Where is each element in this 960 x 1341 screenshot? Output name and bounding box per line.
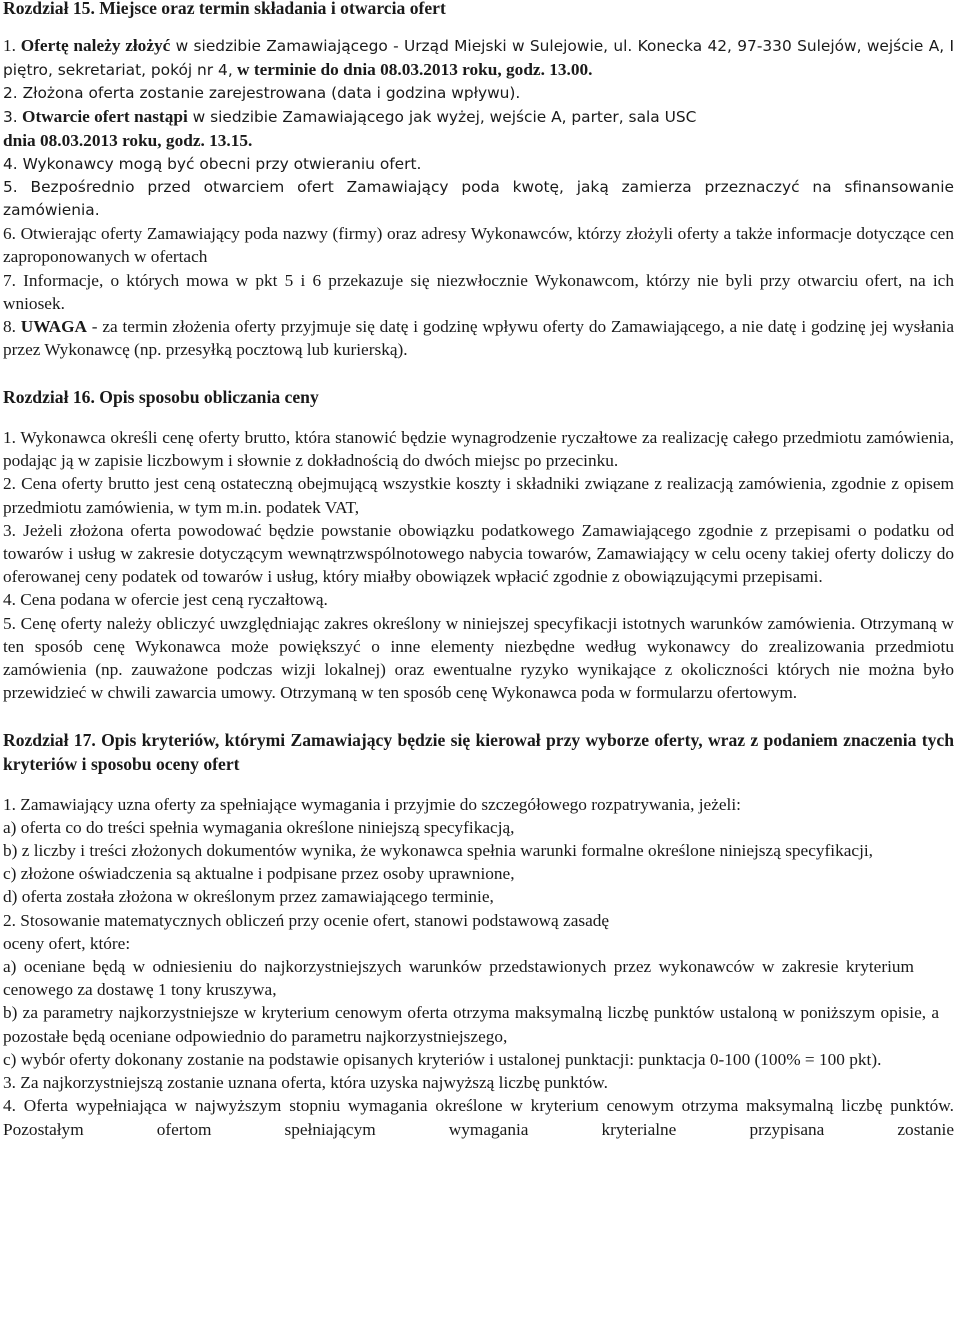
s17-item-1c: c) złożone oświadczenia są aktualne i podpisane przez osoby uprawnione, (3, 864, 515, 884)
section-16-heading: Rozdział 16. Opis sposobu obliczania ceny (3, 387, 319, 408)
s15-item-5 (3, 176, 954, 222)
s16-item-2: 2. Cena oferty brutto jest ceną ostateczną obejmującą wszystkie koszty i składniki związane z realizacją zamówienia, zgodnie z opisem przedmiotu zamówienia, w tym m.in. podatek VAT, (3, 474, 954, 517)
s17-item-1b: b) z liczby i treści złożonych dokumentów wynika, że wykonawca spełnia warunki formalne określone niniejszą specyfikacji, (3, 841, 874, 861)
s17-item-1a: a) oferta co do treści spełnia wymagania określone niniejszą specyfikacją, (3, 817, 515, 837)
s17-item-1: 1. Zamawiający uzna oferty za spełniające wymagania i przyjmie do szczegółowego rozpatrywania, jeżeli: (3, 794, 741, 814)
s15-item-3-text: w siedzibie Zamawiającego jak wyżej, wejście A, parter, sala USC (187, 108, 697, 127)
s15-item-1-lead: Ofertę należy złożyć (20, 35, 171, 55)
s15-item-6-num: 6. (3, 224, 16, 244)
s17-item-2b: b) za parametry najkorzystniejsze w kryterium cenowym oferta otrzyma maksymalną liczbę punktów ustaloną w poniższym opisie, a pozostałe będą oceniane odpowiednio do parametru najkorzystniejszego, (3, 1003, 939, 1046)
s17-item-2a: a) oceniane będą w odniesieniu do najkorzystniejszych warunków przedstawionych przez wykonawców w zakresie kryterium cenowego za dostawę 1 tony kruszywa, (3, 957, 914, 1000)
s17-item-2: 2. Stosowanie matematycznych obliczeń przy ocenie ofert, stanowi podstawową zasadę (3, 910, 610, 930)
s15-item-1-num: 1. (3, 35, 16, 55)
s15-item-4-text: Wykonawcy mogą być obecni przy otwieraniu ofert. (17, 154, 422, 173)
s17-item-2c: c) wybór oferty dokonany zostanie na podstawie opisanych kryteriów i ustalonej punktacji: punktacja 0-100 (100% = 100 pkt). (3, 1049, 882, 1069)
s15-item-7 (3, 269, 954, 315)
s15-item-3 (3, 105, 954, 152)
s15-item-1-text: w siedzibie Zamawiającego - Urząd Miejski w Sulejowie, ul. Konecka 42, 97-330 Sulejów, wejście A, I piętro, sekretariat, pokój nr 4, (3, 36, 954, 79)
s15-item-3-lead: Otwarcie ofert nastąpi (17, 107, 188, 127)
section-15-heading: Rozdział 15. Miejsce oraz termin składania i otwarcia ofert (3, 0, 446, 18)
s16-item-5: 5. Cenę oferty należy obliczyć uwzględniając zakres określony w niniejszej specyfikacji istotnych warunków zamówienia. Otrzymaną w ten sposób cenę Wykonawca może powiększyć o inne elementy niezbędne według wykonawcy do zrealizowania przedmiotu zamówienia (np. zauważone podczas wizji lokalnej) oraz ewentualne ryzyko wynikające z okoliczności których nie można było przewidzieć w chwili zawarcia umowy. Otrzymaną w ten sposób cenę Wykonawca poda w formularzu ofertowym. (3, 613, 954, 703)
s15-item-7-num: 7. (3, 270, 16, 290)
s15-item-3-date: dnia 08.03.2013 roku, godz. 13.15. (3, 131, 253, 151)
section-17-heading: Rozdział 17. Opis kryteriów, którymi Zamawiający będzie się kierował przy wyborze oferty, wraz z podaniem znaczenia tych kryteriów i sposobu oceny ofert (3, 730, 954, 775)
s15-item-5-text: Bezpośrednio przed otwarciem ofert Zamawiający poda kwotę, jaką zamierza przeznaczyć na sfinansowanie zamówienia. (3, 177, 954, 220)
s15-item-6 (3, 222, 954, 268)
s15-item-2-text: Złożona oferta zostanie zarejestrowana (data i godzina wpływu). (17, 84, 521, 102)
s15-item-5-num: 5. (3, 177, 18, 196)
s15-item-8 (3, 315, 954, 361)
s17-item-2-cont: oceny ofert, które: (3, 933, 131, 953)
s15-item-1-deadline: w terminie do dnia 08.03.2013 roku, godz. 13.00. (232, 59, 593, 79)
s17-item-1d: d) oferta została złożona w określonym przez zamawiającego terminie, (3, 887, 494, 907)
s15-item-8-num: 8. (3, 317, 16, 337)
s16-item-3: 3. Jeżeli złożona oferta powodować będzie powstanie obowiązku podatkowego Zamawiającego zgodnie z przepisami o podatku od towarów i usług w zakresie dotyczącym wewnątrzwspólnotowego nabycia towarów, Zamawiający w celu oceny takiej oferty doliczy do oferowanej ceny podatek od towarów i usług, który miałby obowiązek wpłacić zgodnie z obowiązującymi przepisami. (3, 520, 954, 587)
s15-item-8-text: - za termin złożenia oferty przyjmuje się datę i godzinę wpływu oferty do Zamawiającego, a nie datę i godzinę jej wysłania przez Wykonawcę (np. przesyłką pocztową lub kurierską). (3, 317, 954, 360)
s15-item-4 (3, 153, 954, 176)
s15-item-8-lead: UWAGA (15, 317, 88, 337)
s16-item-1: 1. Wykonawca określi cenę oferty brutto, która stanowić będzie wynagrodzenie ryczałtowe za realizację całego przedmiotu zamówienia, podając ją w zapisie liczbowym i słownie z dokładnością do dwóch miejsc po przecinku. (3, 428, 954, 471)
s15-item-2-num: 2. (3, 84, 18, 102)
s16-item-4: 4. Cena podana w ofercie jest ceną ryczałtową. (3, 590, 328, 610)
s17-item-3: 3. Za najkorzystniejszą zostanie uznana oferta, która uzyska najwyższą liczbę punktów. (3, 1073, 608, 1093)
s15-item-3-num: 3. (3, 108, 18, 127)
s15-item-7-text: Informacje, o których mowa w pkt 5 i 6 przekazuje się niezwłocznie Wykonawcom, którzy nie byli przy otwarciu ofert, na ich wniosek. (3, 270, 954, 313)
s17-item-4: 4. Oferta wypełniająca w najwyższym stopniu wymagania określone w kryterium cenowym otrzyma maksymalną liczbę punktów. Pozostałym ofertom spełniającym wymagania kryterialne przypisana zostanie (3, 1096, 954, 1139)
s15-item-6-text: Otwierając oferty Zamawiający poda nazwy (firmy) oraz adresy Wykonawców, którzy złożyli oferty a także informacje dotyczące cen zaproponowanych w ofertach (3, 224, 954, 267)
s15-item-1 (3, 34, 954, 82)
s15-item-4-num: 4. (3, 154, 18, 173)
s15-item-2 (3, 82, 954, 105)
